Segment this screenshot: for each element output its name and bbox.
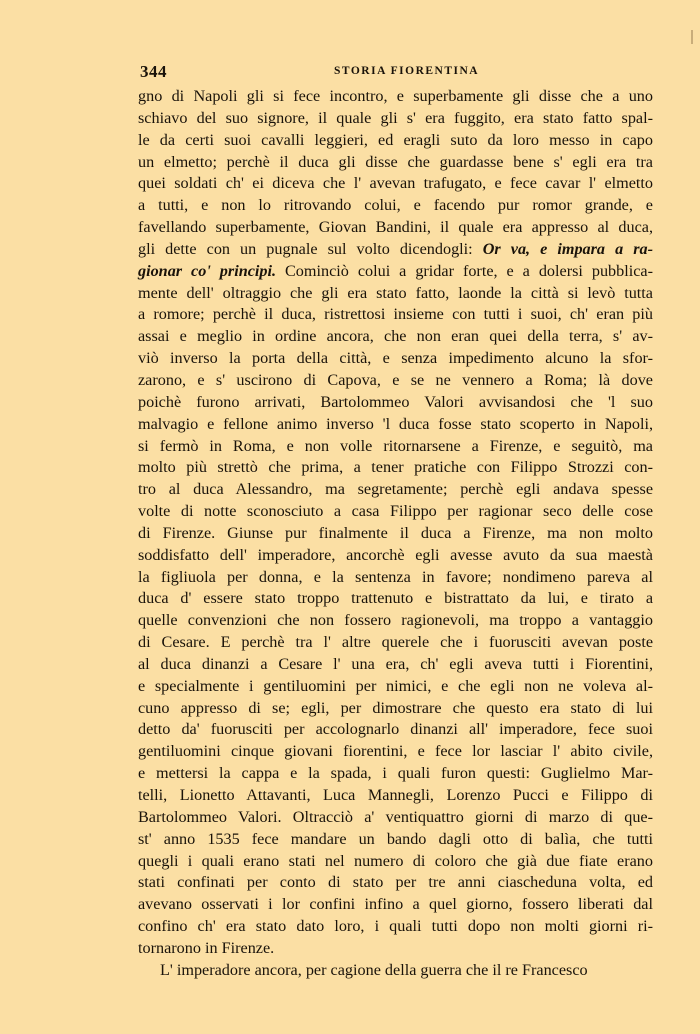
text-line: avevano osservati i lor confini infino a quel giorno, fossero liberati dal xyxy=(138,895,653,914)
text-line: quelle convenzioni che non fossero ragionevoli, ma troppo a vantaggio xyxy=(138,611,653,630)
text-line: tro al duca Alessandro, ma segretamente; perchè egli andava spesse xyxy=(138,480,653,499)
page-header xyxy=(140,62,652,84)
text-line: cuno appresso di se; egli, per dimostrare che questo era stato di lui xyxy=(138,698,653,717)
text-line: st' anno 1535 fece mandare un bando dagli otto di balìa, che tutti xyxy=(138,829,653,848)
text-line: molto più strettò che prima, a tener pratiche con Filippo Strozzi con- xyxy=(138,458,653,477)
text-line: poichè furono arrivati, Bartolommeo Valori avvisandosi che 'l suo xyxy=(138,392,653,411)
text-line: quegli i quali erano stati nel numero di coloro che già due fiate erano xyxy=(138,851,653,870)
text-line: L' imperadore ancora, per cagione della guerra che il re Francesco xyxy=(160,960,588,979)
text-line: malvagio e fellone animo inverso 'l duca fosse stato scoperto in Napoli, xyxy=(138,414,653,433)
text-line: mente dell' oltraggio che gli era stato fatto, laonde la città si levò tutta xyxy=(138,283,653,302)
text-line: a romore; perchè il duca, ristrettosi insieme con tutti i suoi, ch' eran più xyxy=(138,305,653,324)
text-line: e mettersi la cappa e la spada, i quali furon questi: Guglielmo Mar- xyxy=(138,764,653,783)
text-line xyxy=(138,239,653,261)
text-line: favellando superbamente, Giovan Bandini, il quale era appresso al duca, xyxy=(138,218,653,237)
text-line: la figliuola per donna, e la sentenza in favore; nondimeno pareva al xyxy=(138,567,653,586)
text-line: si fermò in Roma, e non volle ritornarsene a Firenze, e seguitò, ma xyxy=(138,436,653,455)
body-text xyxy=(138,86,653,982)
text-line: gentiluomini cinque giovani fiorentini, e fece lor lasciar l' abito civile, xyxy=(138,742,653,761)
italic-quote: gionar co' principi. xyxy=(138,261,277,280)
text-line: viò inverso la porta della città, e senza impedimento alcuno la sfor- xyxy=(138,349,653,368)
text-line: di Firenze. Giunse pur finalmente il duca a Firenze, ma non molto xyxy=(138,523,653,542)
text-line: duca d' essere stato troppo trattenuto e bistrattato da lui, e tirato a xyxy=(138,589,653,608)
text-line: quei soldati ch' ei diceva che l' avevan trafugato, e fece cavar l' elmetto xyxy=(138,174,653,193)
text-line: volte di notte sconosciuto a casa Filippo per ragionar seco delle cose xyxy=(138,502,653,521)
page-number: 344 xyxy=(140,62,167,81)
text-line xyxy=(138,261,653,283)
text-line: detto da' fuorusciti per accolognarlo dinanzi all' imperadore, fece suoi xyxy=(138,720,653,739)
text-line: e specialmente i gentiluomini per nimici, e che egli non ne voleva al- xyxy=(138,676,653,695)
text-line: al duca dinanzi a Cesare l' una era, ch' egli aveva tutti i Fiorentini, xyxy=(138,654,653,673)
text-line: Bartolommeo Valori. Oltracciò a' ventiquattro giorni di marzo di que- xyxy=(138,807,653,826)
text-line: tornarono in Firenze. xyxy=(138,938,275,957)
running-head: STORIA FIORENTINA xyxy=(334,65,480,77)
text-line: soddisfatto dell' imperadore, ancorchè egli avesse avuto da sua maestà xyxy=(138,545,653,564)
text-line: schiavo del suo signore, il quale gli s' era fuggito, era stato fatto spal- xyxy=(138,108,653,127)
text-line: le da certi suoi cavalli leggieri, ed eragli suto da loro messo in capo xyxy=(138,130,653,149)
text-line: zarono, e s' uscirono di Capova, e se ne vennero a Roma; là dove xyxy=(138,370,653,389)
text-line: telli, Lionetto Attavanti, Luca Mannegli, Lorenzo Pucci e Filippo di xyxy=(138,786,653,804)
text-segment: gli dette con un pugnale sul volto dicendogli: xyxy=(138,239,483,258)
text-line: a tutti, e non lo ritrovando colui, e facendo pur romor grande, e xyxy=(138,196,653,215)
page-edge-mark xyxy=(691,30,693,44)
text-line: stati confinati per conto di stato per tre anni ciascheduna volta, ed xyxy=(138,873,653,892)
text-line: un elmetto; perchè il duca gli disse che guardasse bene s' egli era tra xyxy=(138,152,653,171)
text-line: di Cesare. E perchè tra l' altre querele che i fuorusciti avevan poste xyxy=(138,633,653,652)
text-segment: Cominciò colui a gridar forte, e a dolersi pubblica- xyxy=(276,261,654,280)
italic-quote: Or va, e impara a ra- xyxy=(482,239,653,258)
text-line: confino ch' era stato dato loro, i quali tutti dopo non molti giorni ri- xyxy=(138,917,653,936)
text-line: gno di Napoli gli si fece incontro, e superbamente gli disse che a uno xyxy=(138,87,653,105)
text-line: assai e meglio in ordine ancora, che non eran quei della terra, s' av- xyxy=(138,327,653,346)
